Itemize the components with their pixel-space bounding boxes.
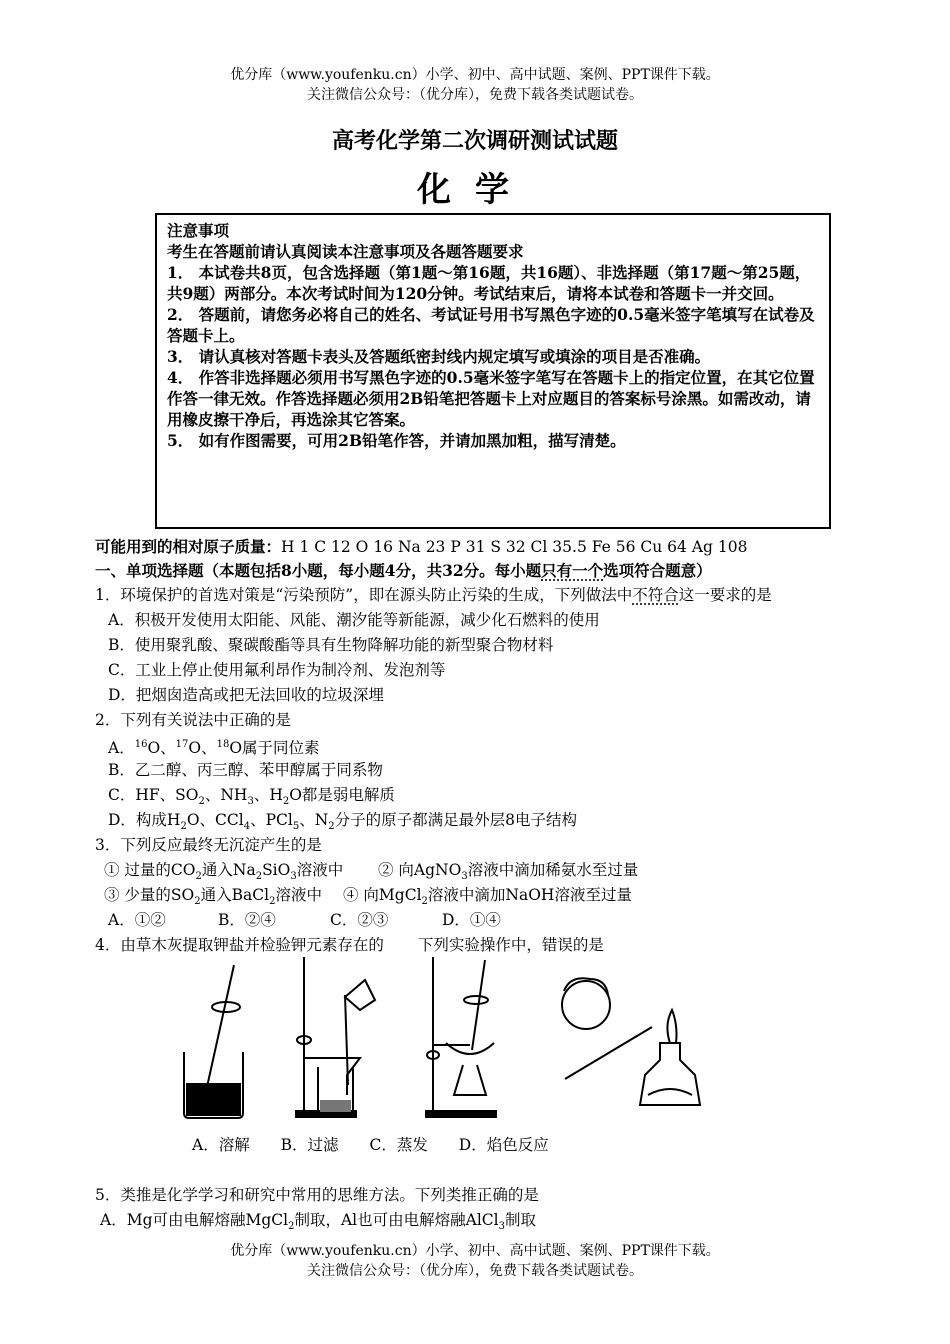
q4-stem: 4．由草木灰提取钾盐并检验钾元素存在的 下列实验操作中，错误的是: [95, 936, 604, 954]
q3-choice-c: C．②③: [330, 911, 389, 929]
q1-option-d: D．把烟囱造高或把无法回收的垃圾深埋: [108, 686, 384, 704]
q3-choice-a: A．①②: [108, 911, 166, 929]
notice-box: [155, 213, 831, 529]
footer-line-1: 优分库（www.youfenku.cn）小学、初中、高中试题、案例、PPT课件下载。: [230, 1243, 720, 1259]
q5-stem: 5．类推是化学学习和研究中常用的思维方法。下列类推正确的是: [95, 1186, 539, 1204]
flame-test-apparatus: [562, 978, 700, 1105]
q5-option-a: A．Mg可由电解熔融MgCl$_2$制取，Al也可由电解熔融AlCl$_3$制取: [100, 1211, 536, 1233]
q3-item-3: ③ 少量的$SO_2$通入BaCl$_2$溶液中: [104, 886, 322, 908]
q3-item-2: ② 向AgNO$_3$溶液中滴加稀氨水至过量: [378, 861, 639, 883]
q1-option-b: B．使用聚乳酸、聚碳酸酯等具有生物降解功能的新型聚合物材料: [108, 636, 554, 654]
atomic-mass-values: H 1 C 12 O 16 Na 23 P 31 S 32 Cl 35.5 Fe 56 Cu 64 Ag 108: [281, 538, 748, 556]
section-heading: 一、单项选择题（本题包括8小题，每小题4分，共32分。每小题只有一个选项符合题意）: [95, 561, 712, 580]
lab-apparatus-figure: [170, 955, 730, 1125]
q1-option-a: A．积极开发使用太阳能、风能、潮汐能等新能源，减少化石燃料的使用: [108, 611, 600, 629]
dissolve-apparatus: [184, 965, 243, 1118]
page-title: 高考化学第二次调研测试试题: [331, 128, 618, 154]
q3-item-4: ④ 向MgCl$_2$溶液中滴加NaOH溶液至过量: [343, 886, 632, 908]
q1-emphasis: 不符合: [632, 586, 679, 604]
notice-intro: 考生在答题前请认真阅读本注意事项及各题答题要求: [167, 242, 524, 261]
q2-option-c: C．HF、$SO_2$、$NH_3$、$H_2O$都是弱电解质: [108, 786, 395, 808]
q3-item-1: ① 过量的$CO_2$通入$Na_2SiO_3$溶液中: [104, 861, 344, 883]
label-dissolve: A．溶解: [192, 1136, 250, 1154]
q3-stem: 3．下列反应最终无沉淀产生的是: [95, 836, 322, 854]
label-evaporate: C．蒸发: [369, 1136, 428, 1154]
q2-option-d: D．构成$H_2O$、CCl$_4$、PCl$_5$、$N_2$分子的原子都满足最外层8电子结构: [108, 811, 578, 833]
notice-heading: 注意事项: [167, 221, 230, 240]
label-flame-test: D．焰色反应: [458, 1136, 549, 1154]
atomic-mass-line: [95, 536, 747, 558]
q1-stem: 1．环境保护的首选对策是“污染预防”，即在源头防止污染的生成，下列做法中不符合这一要求的是: [95, 586, 772, 604]
header-line-1: 优分库（www.youfenku.cn）小学、初中、高中试题、案例、PPT课件下载。: [230, 67, 720, 83]
q2-stem: 2．下列有关说法中正确的是: [95, 711, 291, 729]
subject-title: 化学: [417, 170, 533, 210]
notice-item-2: 2． 答题前，请您务必将自己的姓名、考试证号用书写黑色字迹的0.5毫米签字笔填写在试卷及答题卡上。: [167, 305, 815, 345]
label-filter: B．过滤: [280, 1136, 339, 1154]
evaporation-apparatus: [426, 957, 496, 1117]
figure-labels: [192, 1133, 575, 1155]
notice-item-1: 1． 本试卷共8页，包含选择题（第1题～第16题，共16题）、非选择题（第17题～第25题，共9题）两部分。本次考试时间为120分钟。考试结束后，请将本试卷和答题卡一并交回。: [167, 263, 811, 303]
footer-line-2: 关注微信公众号：（优分库），免费下载各类试题试卷。: [307, 1263, 643, 1279]
q2-option-a: A．$^{16}$O、$^{17}$O、$^{18}$O属于同位素: [108, 739, 320, 758]
q3-choice-b: B．②④: [218, 911, 276, 929]
q1-option-c: C．工业上停止使用氟利昂作为制冷剂、发泡剂等: [108, 661, 446, 679]
header-line-2: 关注微信公众号：（优分库），免费下载各类试题试卷。: [307, 87, 643, 103]
notice-item-3: 3． 请认真核对答题卡表头及答题纸密封线内规定填写或填涂的项目是否准确。: [167, 347, 711, 366]
atomic-mass-label: 可能用到的相对原子质量：: [95, 537, 282, 556]
notice-item-4: 4． 作答非选择题必须用书写黑色字迹的0.5毫米签字笔写在答题卡上的指定位置，在其它位置作答一律无效。作答选择题必须用2B铅笔把答题卡上对应题目的答案标号涂黑。如需改动，请用橡皮擦干净后，再选涂其它答案。: [167, 368, 815, 429]
q3-choice-d: D．①④: [442, 911, 501, 929]
emphasis-dots: 只有一个: [541, 561, 604, 580]
q2-option-b: B．乙二醇、丙三醇、苯甲醇属于同系物: [108, 761, 383, 779]
filtration-apparatus: [296, 957, 375, 1117]
notice-item-5: 5． 如有作图需要，可用2B铅笔作答，并请加黑加粗，描写清楚。: [167, 431, 626, 450]
